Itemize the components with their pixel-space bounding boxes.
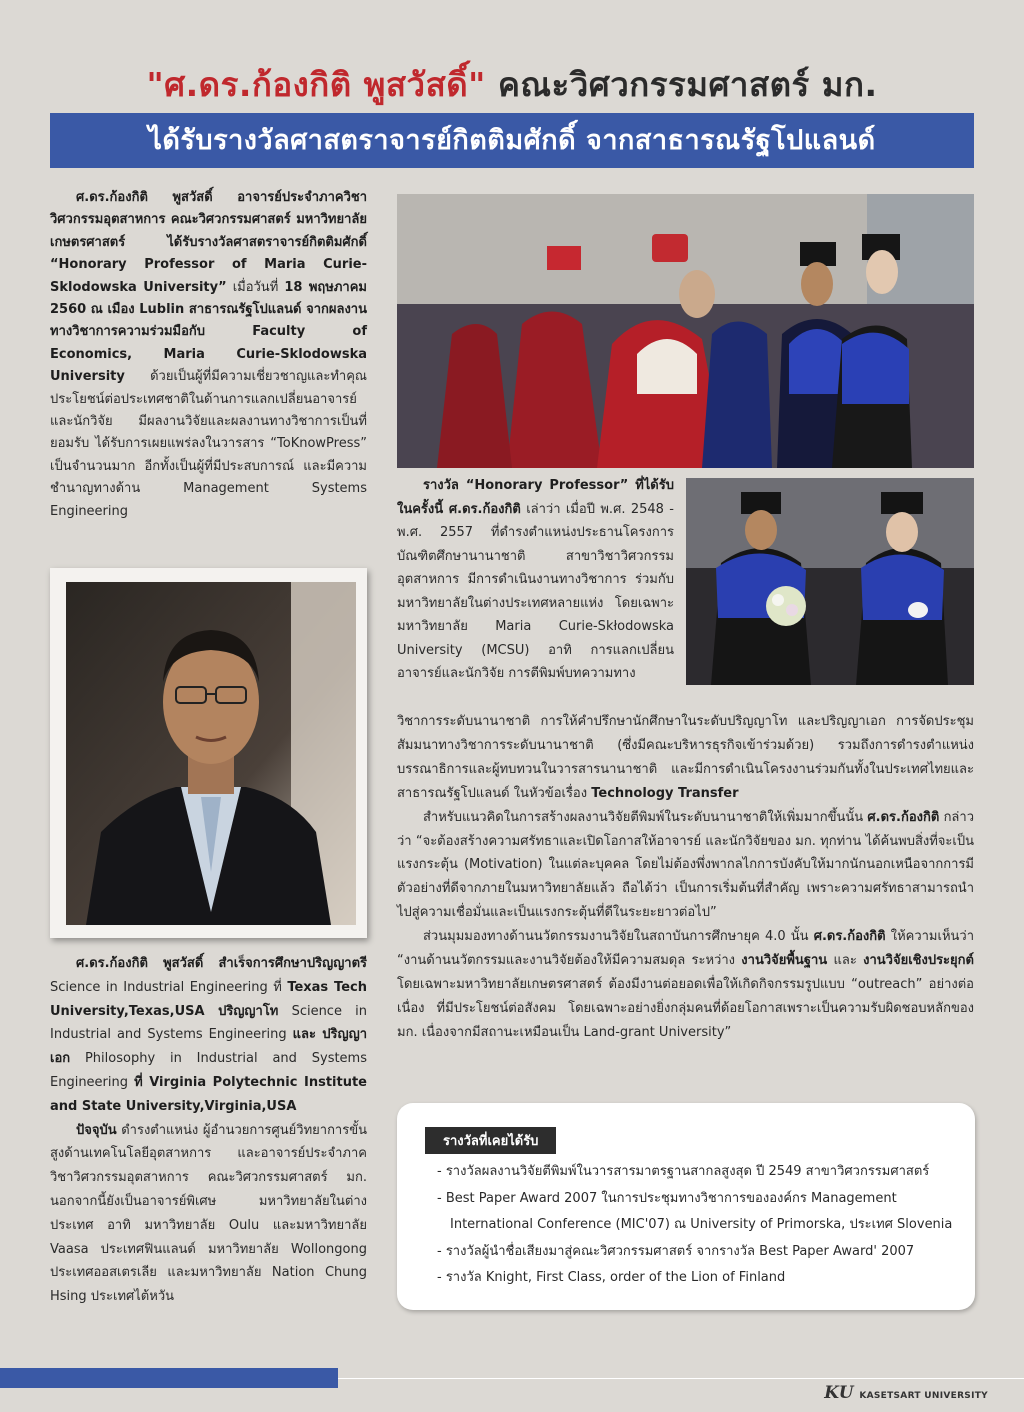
footer-bar <box>0 1368 338 1388</box>
ku-logo-icon: KU <box>824 1383 854 1403</box>
title-faculty: คณะวิศวกรรมศาสตร์ มก. <box>497 65 878 104</box>
article-p3-and: และ <box>833 953 857 969</box>
article-p3-bold2: งานวิจัยพื้นฐาน <box>741 953 828 969</box>
article-p3-pre: ส่วนมุมมองทางด้านนวัตกรรมงานวิจัยในสถาบันการศึกษายุค 4.0 นั้น <box>423 929 809 945</box>
position-bold: ปัจจุบัน <box>76 1122 117 1138</box>
intro-article <box>50 187 367 523</box>
ceremony-photo-flowers <box>686 478 974 685</box>
edu-c: Science in Industrial and Systems Engineering <box>50 1003 367 1043</box>
intro-quote: “Honorary Professor of Maria Curie-Sklodowska University” <box>50 257 367 295</box>
ceremony-photo-main <box>397 194 974 468</box>
article-p2-rest: กล่าวว่า “จะต้องสร้างความศรัทธาและเปิดโอกาสให้อาจารย์ และนักวิจัยของ มก. ทุกท่าน ได้ค้นพบสิ่งที่จะเป็นแรงกระตุ้น (Motivation) ในแต่ละบุคคล โดยไม่ต้องพึ่งพากลไกการบังคับให้มากนักนอกเหนือจากการมีตัวอย่างที่ดีจากภายในมหาวิทยาลัยแล้ว ถือได้ว่า เป็นการเริ่มต้นที่สำคัญ เพราะความศรัทธาสามารถนำไปสู่ความเชื่อมั่นและเป็นแรงกระตุ้นที่ดีในระยะยาวต่อไป” <box>397 809 974 921</box>
article-p3-mid: ให้ความเห็นว่า “งานด้านนวัตกรรมและงานวิจัยต้องให้มีความสมดุล ระหว่าง <box>397 929 974 969</box>
intro-bold: ศ.ดร.ก้องกิติ พูสวัสดิ์ อาจารย์ประจำภาควิชาวิศวกรรมอุตสาหการ คณะวิศวกรรมศาสตร์ มหาวิทยาลัยเกษตรศาสตร์ ได้รับรางวัลศาสตราจารย์กิตติมศักดิ์ <box>50 190 367 250</box>
edu-a: Science in Industrial Engineering ที่ <box>50 979 282 995</box>
education-article <box>50 952 367 1309</box>
subtitle-banner: ได้รับรางวัลศาสตราจารย์กิตติมศักดิ์ จากสาธารณรัฐโปแลนด์ <box>50 113 974 168</box>
edu-b: Texas Tech University,Texas,USA ปริญญาโท <box>50 979 367 1019</box>
footer-divider <box>338 1378 1024 1379</box>
article-p3-bold3: งานวิจัยเชิงประยุกต์ <box>863 953 974 969</box>
page-title <box>0 58 1024 111</box>
article-p1-cont: วิชาการระดับนานาชาติ การให้คำปรึกษานักศึกษาในระดับปริญญาโท และปริญญาเอก การจัดประชุมสัมมนาทางวิชาการระดับนานาชาติ (ซึ่งมีคณะบริหารธุรกิจเข้าร่วมด้วย) รวมถึงการดำรงตำแหน่งบรรณาธิการและผู้ทบทวนในวารสารนานาชาติ และมีการดำเนินโครงงานร่วมกันทั้งในประเทศไทยและสาธารณรัฐโปแลนด์ ในหัวข้อเรื่อง <box>397 714 974 801</box>
intro-rest: ด้วยเป็นผู้ที่มีความเชี่ยวชาญและทำคุณประโยชน์ต่อประเทศชาติในด้านการแลกเปลี่ยนอาจารย์และนักวิจัย มีผลงานวิจัยและผลงานทางวิชาการเป็นที่ยอมรับ ได้รับการเผยแพร่ลงในวารสาร “ToKnowPress” เป็นจำนวนมาก อีกทั้งเป็นผู้ที่มีประสบการณ์ และมีความชำนาญทางด้าน Management Systems Engineering <box>50 369 367 519</box>
award-item: - รางวัลผู้นำชื่อเสียงมาสู่คณะวิศวกรรมศาสตร์ จากรางวัล Best Paper Award' 2007 <box>437 1243 915 1259</box>
award-item: - รางวัลผลงานวิจัยตีพิมพ์ในวารสารมาตรฐานสากลสูงสุด ปี 2549 สาขาวิศวกรรมศาสตร์ <box>437 1164 930 1179</box>
intro-date-bold: 18 พฤษภาคม 2560 ณ เมือง Lublin สาธารณรัฐโปแลนด์ จากผลงานทางวิชาการความร่วมมือกับ Faculty of Economics, Maria Curie-Sklodowska University <box>50 279 367 385</box>
article-p1-bold: Technology Transfer <box>591 785 739 801</box>
awards-title: รางวัลที่เคยได้รับ <box>425 1127 556 1154</box>
awards-list <box>437 1159 967 1292</box>
edu-e: Philosophy in Industrial and Systems Engineering <box>50 1051 367 1090</box>
award-article <box>397 474 674 686</box>
intro-date-pre: เมื่อวันที่ <box>232 279 279 295</box>
edu-d: และ ปริญญาเอก <box>50 1027 367 1067</box>
main-article <box>397 710 974 1045</box>
awards-box <box>397 1103 975 1310</box>
award-item: - รางวัล Knight, First Class, order of the Lion of Finland <box>437 1270 786 1285</box>
article-p2-pre: สำหรับแนวคิดในการสร้างผลงานวิจัยตีพิมพ์ในระดับนานาชาติให้เพิ่มมากขึ้นนั้น <box>423 809 864 825</box>
article-p3-rest: โดยเฉพาะมหาวิทยาลัยเกษตรศาสตร์ ต้องมีงานต่อยอดเพื่อให้เกิดกิจกรรมรูปแบบ “outreach” อย่างต่อเนื่อง ที่มีประโยชน์ต่อสังคม โดยเฉพาะอย่างยิ่งกลุ่มคนที่ด้อยโอกาสเพราะเป็นความรับผิดชอบหลักของ มก. เนื่องจากมีสถานะเหมือนเป็น Land-grant University” <box>397 976 974 1040</box>
article-p2-bold: ศ.ดร.ก้องกิติ <box>867 809 940 825</box>
footer-logo <box>824 1383 988 1403</box>
article-p3-bold: ศ.ดร.ก้องกิติ <box>813 929 886 945</box>
title-name: "ศ.ดร.ก้องกิติ พูสวัสดิ์" <box>146 65 486 104</box>
edu-bold: ศ.ดร.ก้องกิติ พูสวัสดิ์ สำเร็จการศึกษาปริญญาตรี <box>76 956 367 971</box>
award-rest: เล่าว่า เมื่อปี พ.ศ. 2548 - พ.ศ. 2557 ที่ดำรงตำแหน่งประธานโครงการบัณฑิตศึกษานานาชาติ สาขาวิชาวิศวกรรมอุตสาหการ มีการดำเนินงานทางวิชาการ ร่วมกับมหาวิทยาลัยในต่างประเทศหลายแห่ง โดยเฉพาะมหาวิทยาลัย Maria Curie-Skłodowska University (MCSU) อาทิ การแลกเปลี่ยนอาจารย์และนักวิจัย การตีพิมพ์บทความทาง <box>397 501 674 681</box>
portrait-photo <box>66 582 356 925</box>
award-item: - Best Paper Award 2007 ในการประชุมทางวิชาการขององค์กร Management International Conference (MIC'07) ณ University of Primorska, ประเทศ Slovenia <box>437 1190 953 1232</box>
position-rest: ดำรงตำแหน่ง ผู้อำนวยการศูนย์วิทยาการขั้นสูงด้านเทคโนโลยีอุตสาหการ และอาจารย์ประจำภาควิชาวิศวกรรมอุตสาหการ คณะวิศวกรรมศาสตร์ มก. นอกจากนี้ยังเป็นอาจารย์พิเศษ มหาวิทยาลัยในต่างประเทศ อาทิ มหาวิทยาลัย Oulu และมหาวิทยาลัย Vaasa ประเทศฟินแลนด์ มหาวิทยาลัย Wollongong ประเทศออสเตรเลีย และมหาวิทยาลัย Nation Chung Hsing ประเทศไต้หวัน <box>50 1122 367 1305</box>
footer-university: KASETSART UNIVERSITY <box>859 1391 988 1401</box>
edu-f: ที่ Virginia Polytechnic Institute and State University,Virginia,USA <box>50 1074 367 1114</box>
award-bold: รางวัล “Honorary Professor” ที่ได้รับในครั้งนี้ ศ.ดร.ก้องกิติ <box>397 478 674 517</box>
